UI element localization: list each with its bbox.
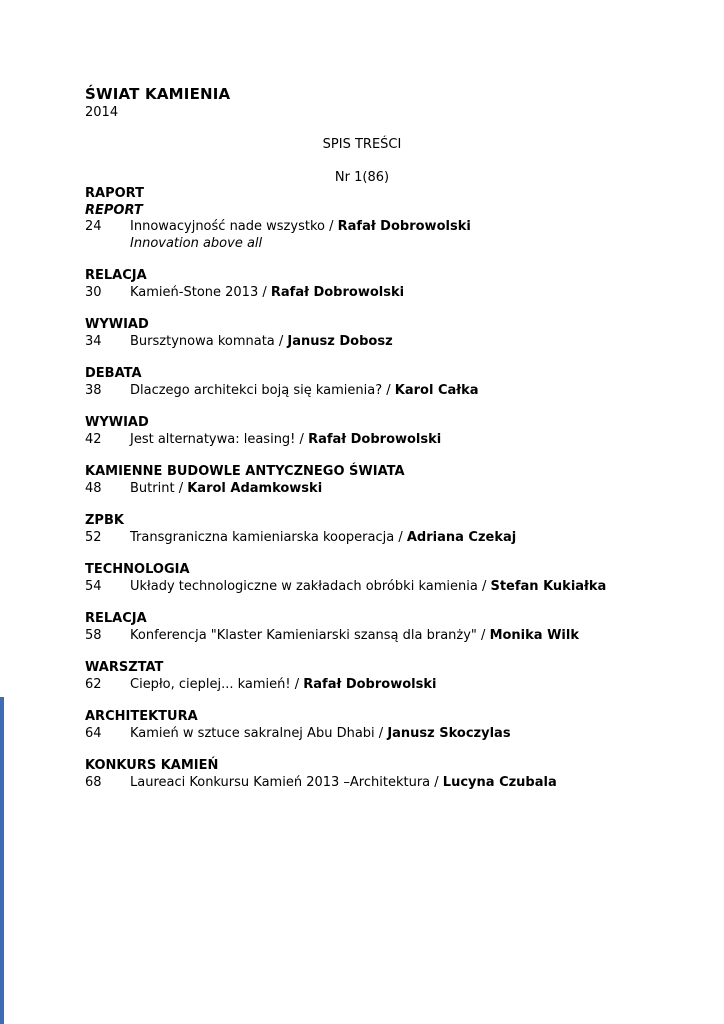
section-heading: TECHNOLOGIA	[85, 562, 190, 577]
entry-title: Ciepło, cieplej... kamień!	[130, 676, 291, 692]
entry-text	[130, 432, 684, 449]
toc-section	[85, 186, 684, 252]
entry-text	[130, 481, 684, 498]
entry-author: Karol Adamkowski	[187, 480, 323, 496]
entry-text	[130, 219, 684, 252]
entry-separator: /	[324, 219, 338, 234]
section-heading: RELACJA	[85, 611, 147, 626]
entry-title: Dlaczego architekci boją się kamienia?	[130, 382, 383, 398]
toc-sections	[85, 186, 684, 791]
page-edge-accent-bar	[0, 697, 4, 1024]
entry-separator: /	[258, 284, 271, 300]
toc-entry	[85, 628, 684, 645]
toc-section	[85, 366, 684, 399]
toc-section	[85, 268, 684, 301]
section-heading: WYWIAD	[85, 415, 149, 430]
entry-author: Karol Całka	[394, 382, 479, 398]
toc-section	[85, 611, 684, 644]
section-heading: DEBATA	[85, 366, 142, 381]
entry-separator: /	[174, 480, 188, 496]
toc-entry	[85, 383, 684, 400]
entry-page-number: 24	[85, 219, 102, 234]
entry-subtitle: Innovation above all	[130, 235, 263, 251]
entry-author: Lucyna Czubala	[442, 774, 557, 790]
entry-separator: /	[476, 627, 490, 643]
entry-title: Butrint	[130, 480, 175, 496]
entry-author: Rafał Dobrowolski	[337, 219, 471, 234]
entry-page-number: 52	[85, 529, 102, 545]
entry-separator: /	[290, 676, 304, 692]
entry-text	[130, 726, 684, 743]
section-heading: RAPORT	[85, 186, 144, 201]
entry-title: Transgraniczna kamieniarska kooperacja	[130, 529, 395, 545]
toc-entry	[85, 334, 684, 351]
toc-entry	[85, 579, 684, 596]
document-year: 2014	[85, 105, 119, 120]
toc-section	[85, 660, 684, 693]
entry-author: Janusz Dobosz	[287, 333, 393, 349]
entry-text	[130, 775, 684, 792]
section-heading: WARSZTAT	[85, 660, 164, 675]
toc-entry	[85, 285, 684, 302]
entry-text	[130, 628, 684, 645]
section-heading: WYWIAD	[85, 317, 149, 332]
entry-title: Konferencja "Klaster Kamieniarski szansą dla branży"	[130, 627, 477, 643]
entry-separator: /	[374, 725, 388, 741]
entry-title: Kamień-Stone 2013	[130, 284, 259, 300]
entry-text	[130, 334, 684, 351]
entry-separator: /	[477, 578, 491, 594]
entry-text	[130, 530, 684, 547]
toc-entry	[85, 481, 684, 498]
toc-section	[85, 758, 684, 791]
section-heading: KONKURS KAMIEŃ	[85, 758, 219, 773]
toc-heading: SPIS TREŚCI	[322, 137, 402, 152]
section-heading: RELACJA	[85, 268, 147, 283]
entry-title: Układy technologiczne w zakładach obróbki kamienia	[130, 578, 478, 594]
entry-title: Laureaci Konkursu Kamień 2013 –Architektura	[130, 774, 431, 790]
toc-entry	[85, 219, 684, 252]
entry-title: Innowacyjność nade wszystko	[130, 219, 325, 234]
entry-title: Jest alternatywa: leasing!	[130, 431, 296, 447]
toc-section	[85, 317, 684, 350]
section-heading: ARCHITEKTURA	[85, 709, 198, 724]
toc-entry	[85, 432, 684, 449]
entry-page-number: 68	[85, 774, 102, 790]
toc-section	[85, 562, 684, 595]
toc-entry	[85, 677, 684, 694]
toc-section	[85, 464, 684, 497]
entry-separator: /	[274, 333, 288, 349]
entry-text	[130, 383, 684, 400]
entry-page-number: 64	[85, 725, 102, 741]
entry-author: Adriana Czekaj	[406, 529, 517, 545]
entry-page-number: 48	[85, 480, 102, 496]
entry-page-number: 38	[85, 382, 102, 398]
entry-page-number: 58	[85, 627, 102, 643]
entry-author: Rafał Dobrowolski	[308, 431, 442, 447]
document-title: ŚWIAT KAMIENIA	[85, 85, 231, 103]
entry-separator: /	[295, 431, 309, 447]
entry-page-number: 30	[85, 284, 102, 300]
entry-author: Rafał Dobrowolski	[303, 676, 437, 692]
toc-entry	[85, 530, 684, 547]
entry-text	[130, 579, 684, 596]
issue-number: Nr 1(86)	[334, 169, 390, 185]
entry-text	[130, 677, 684, 694]
entry-page-number: 42	[85, 431, 102, 447]
entry-author: Rafał Dobrowolski	[270, 284, 405, 300]
toc-section	[85, 709, 684, 742]
toc-entry	[85, 775, 684, 792]
entry-separator: /	[430, 774, 443, 790]
entry-author: Janusz Skoczylas	[387, 725, 511, 741]
section-heading: ZPBK	[85, 513, 124, 528]
entry-page-number: 34	[85, 333, 102, 349]
toc-section	[85, 415, 684, 448]
entry-author: Monika Wilk	[489, 627, 579, 643]
entry-separator: /	[382, 382, 395, 398]
toc-section	[85, 513, 684, 546]
entry-title: Kamień w sztuce sakralnej Abu Dhabi	[130, 725, 375, 741]
entry-page-number: 54	[85, 578, 102, 594]
entry-text	[130, 285, 684, 302]
toc-entry	[85, 726, 684, 743]
document-header	[85, 85, 724, 121]
section-heading: KAMIENNE BUDOWLE ANTYCZNEGO ŚWIATA	[85, 464, 405, 479]
entry-separator: /	[394, 529, 407, 545]
entry-title: Bursztynowa komnata	[130, 333, 275, 349]
entry-author: Stefan Kukiałka	[490, 578, 607, 594]
entry-page-number: 62	[85, 676, 102, 692]
section-heading-translation: REPORT	[85, 202, 143, 218]
